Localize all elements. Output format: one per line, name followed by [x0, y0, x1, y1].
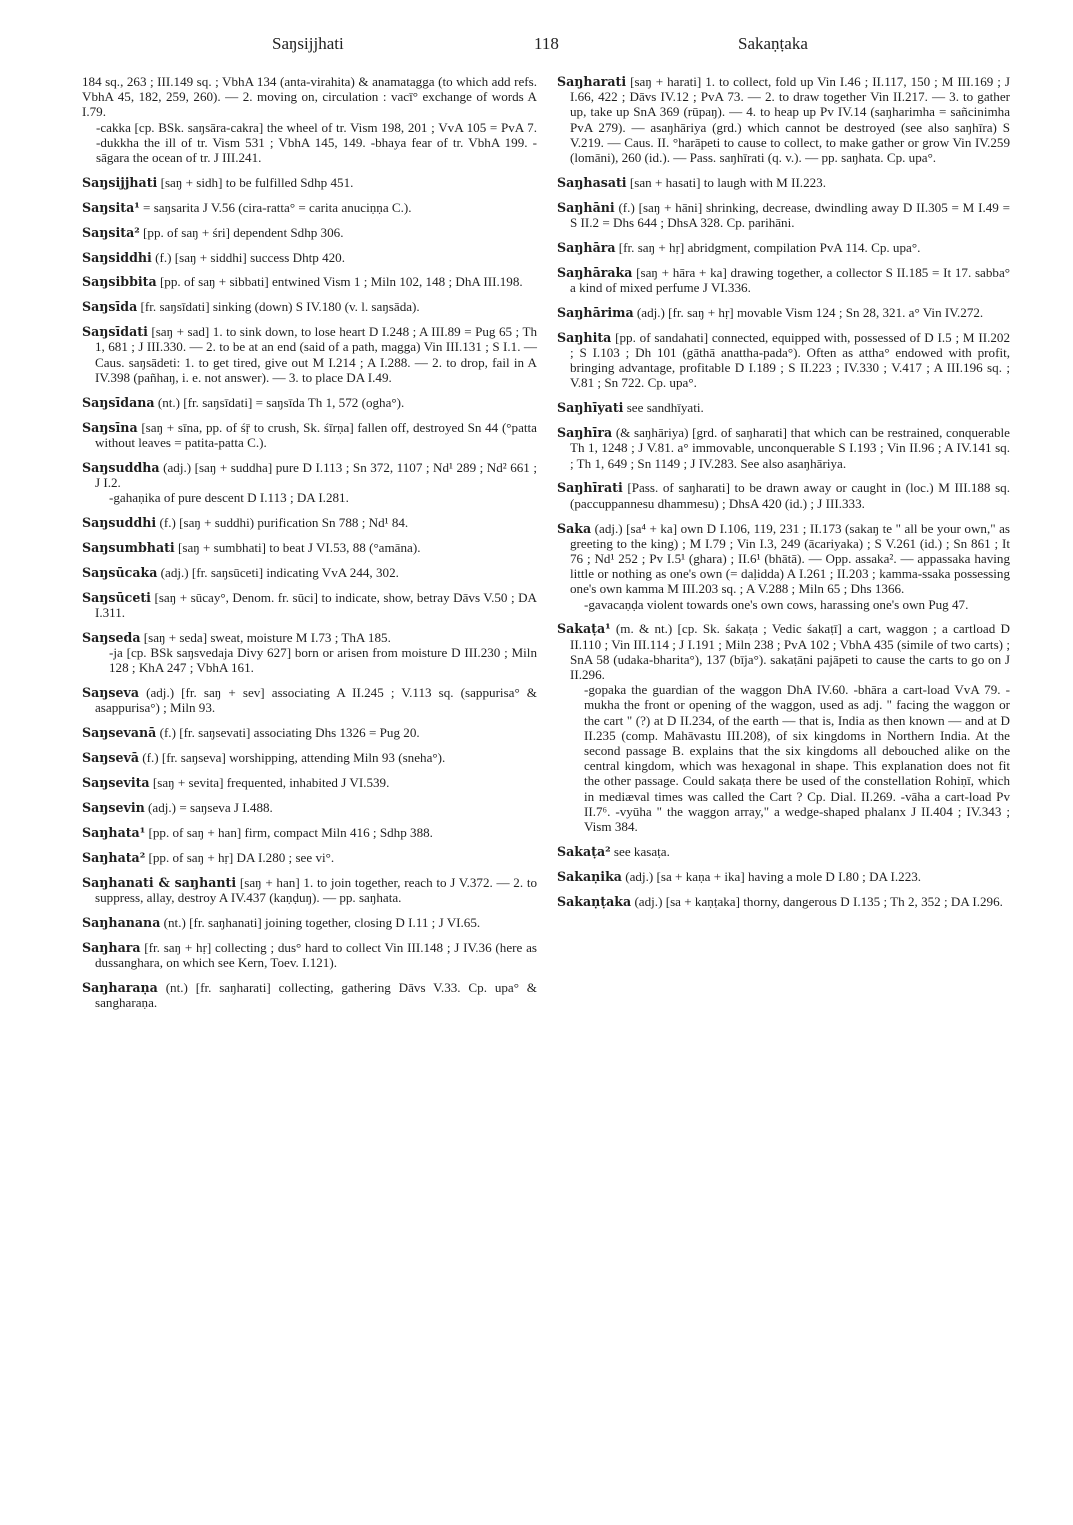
entry-definition: (f.) [saŋ + suddhi) purification Sn 788 ; Nd¹ 84. [156, 515, 409, 531]
entry-headword: Saŋhārima [557, 304, 634, 320]
entry-headword: Saŋharaṇa [82, 979, 158, 995]
entry-definition: [pp. of saŋ + sibbati] entwined Vism 1 ; Miln 102, 148 ; DhA III.198. [156, 274, 523, 290]
entry-definition: [saŋ + sīna, pp. of śṝ to crush, Sk. śīrṇa] fallen off, destroyed Sn 44 (°patta without leaves = patita-patta C.). [95, 419, 537, 450]
dictionary-entry [82, 324, 537, 385]
dictionary-entry [82, 980, 537, 1010]
entry-headword: Saka [557, 520, 592, 536]
dictionary-entry [82, 685, 537, 715]
entry-compound: -gopaka the guardian of the waggon DhA IV.60. -bhāra a cart-load VvA 79. -mukha the front or opening of the waggon, used as adj. " facing the waggon or the cart " (?) at D II.234, of the earth — that is, India as then known — and at D II.235 (comp. Mahāvastu III.208), of six kingdoms in Northern India. At the second passage B. explains that the six kingdoms all debouched alike on the central kingdom, which was hexagonal in shape. This explanation does not fit the other passage. Could sakaṭa there be used of the constellation Rohiṇī, which in mediæval times was called the Cart ? Cp. Dial. II.269. -vāha a cart-load Pv II.7⁶. -vyūha " the waggon array," a wedge-shaped phalanx J II.404 ; IV.343 ; Vism 384. [584, 682, 1010, 835]
entry-compound: -ja [cp. BSk saŋsvedaja Divy 627] born or arisen from moisture D III.230 ; Miln 128 ; KhA 247 ; VbhA 161. [109, 645, 537, 676]
dictionary-entry [82, 775, 537, 790]
entry-definition: (nt.) [fr. saŋhanati] joining together, closing D I.11 ; J VI.65. [160, 914, 481, 930]
entry-headword: Saŋhāni [557, 199, 615, 215]
entry-compound: -cakka [cp. BSk. saŋsāra-cakra] the wheel of tr. Vism 198, 201 ; VvA 105 = PvA 7. -dukkha the ill of tr. Vism 531 ; VbhA 145, 149. -bhaya fear of tr. VbhA 199. -sāgara the ocean of tr. J III.241. [96, 119, 537, 166]
entry-definition: (nt.) [fr. saŋsīdati] = saŋsīda Th 1, 572 (ogha°). [154, 394, 405, 410]
entry-compound: -gavacaṇḍa violent towards one's own cows, harassing one's own Pug 47. [584, 596, 969, 612]
entry-definition: [saŋ + sad] 1. to sink down, to lose heart D I.248 ; A III.89 = Pug 65 ; Th 1, 681 ; J III.330. — 2. to be at an end (said of a path, magga) Vin III.131 ; S I.1. — Caus. saŋsādeti: 1. to get tired, give out M I.214 ; A I.288. — 2. to drop, fail in A IV.398 (pañhaŋ, i. e. not answer). — 3. to place DA I.49. [95, 324, 537, 385]
entry-headword: Saŋsevin [82, 799, 145, 815]
entry-definition: (f.) [saŋ + siddhi] success Dhtp 420. [151, 249, 345, 265]
dictionary-entry [82, 875, 537, 905]
entry-definition: (& saŋhāriya) [grd. of saŋharati] that which can be restrained, conquerable Th 1, 1248 ; J V.81. a° immovable, unconquerable S I.193 ; Vin II.96 ; A IV.141 sq. ; Th 1, 649 ; Sn 1149 ; J IV.283. See also asaŋhāriya. [570, 425, 1010, 471]
header-last-word: Sakaṇṭaka [738, 34, 808, 53]
dictionary-entry [82, 299, 537, 314]
dictionary-entry [557, 480, 1010, 510]
dictionary-entry [82, 590, 537, 620]
entry-headword: Saŋsīna [82, 419, 138, 435]
dictionary-entry [82, 515, 537, 530]
dictionary-entry [82, 250, 537, 265]
entry-definition: [fr. saŋ + hṛ] collecting ; dus° hard to collect Vin III.148 ; J IV.36 (here as dussanghara, on which see Kern, Toev. I.121). [95, 939, 537, 970]
entry-headword: Saŋsita¹ [82, 199, 140, 215]
entry-headword: Saŋsita² [82, 224, 140, 240]
entry-headword: Saŋsīdati [82, 324, 148, 340]
entry-headword: Saŋsijjhati [82, 174, 158, 190]
entry-definition: (f.) [fr. saŋseva] worshipping, attending Miln 93 (sneha°). [139, 750, 446, 766]
entry-headword: Saŋsevita [82, 774, 150, 790]
entry-definition: (nt.) [fr. saŋharati] collecting, gathering Dāvs V.33. Cp. upa° & sangharaṇa. [95, 979, 537, 1010]
entry-headword: Saŋharati [557, 74, 627, 89]
dictionary-entry [82, 565, 537, 580]
entry-definition: 184 sq., 263 ; III.149 sq. ; VbhA 134 (anta-virahita) & anamatagga (to which add refs. VbhA 45, 182, 259, 260). — 2. moving on, circulation : vacī° exchange of words A I.79. [82, 74, 537, 120]
entry-definition: (f.) [saŋ + hāni] shrinking, decrease, dwindling away D II.305 = M I.49 = S II.2 = Dhs 644 ; DhsA 328. Cp. parihāni. [570, 199, 1010, 230]
entry-headword: Saŋsevā [82, 750, 139, 766]
dictionary-entry [82, 420, 537, 450]
entry-headword: Sakaṭa¹ [557, 621, 611, 637]
entry-definition: (adj.) [sa + kaṇṭaka] thorny, dangerous D I.135 ; Th 2, 352 ; DA I.296. [631, 893, 1003, 909]
entry-headword: Saŋsibbita [82, 274, 157, 290]
entry-headword: Saŋsūcaka [82, 564, 158, 580]
right-column [557, 74, 1010, 919]
entry-definition: [fr. saŋ + hṛ] abridgment, compilation PvA 114. Cp. upa°. [615, 239, 921, 255]
entry-definition: [san + hasati] to laugh with M II.223. [626, 174, 826, 190]
dictionary-entry [557, 200, 1010, 230]
entry-definition: [saŋ + sumbhati] to beat J VI.53, 88 (°amāna). [174, 539, 421, 555]
dictionary-entry [82, 225, 537, 240]
dictionary-entry [557, 265, 1010, 295]
entry-headword: Saŋhata¹ [82, 824, 146, 840]
entry-headword: Saŋsuddhi [82, 515, 157, 531]
entry-definition: (m. & nt.) [cp. Sk. śakaṭa ; Vedic śakaṭī] a cart, waggon ; a cartload D II.110 ; Vin III.114 ; J I.191 ; Miln 238 ; PvA 102 ; VbhA 435 (simile of two carts) ; SnA 58 (udaka-bharita°), 137 (bīja°). sakaṭāni pajāpeti to cause the carts to go on J II.296. [570, 621, 1010, 683]
entry-headword: Saŋhara [82, 939, 141, 955]
entry-definition: (adj.) [sa + kaṇa + ika] having a mole D I.80 ; DA I.223. [621, 868, 922, 884]
entry-headword: Saŋhīra [557, 425, 613, 441]
dictionary-entry [82, 825, 537, 840]
entry-headword: Saŋhita [557, 329, 612, 345]
dictionary-entry [557, 330, 1010, 391]
left-column [82, 74, 537, 1020]
dictionary-entry [82, 200, 537, 215]
entry-definition: [Pass. of saŋharati] to be drawn away or caught in (loc.) M III.188 sq. (paccuppannesu dhammesu) ; DhsA 420 (id.) ; J III.333. [570, 480, 1010, 511]
dictionary-entry [557, 869, 1010, 884]
dictionary-entry [557, 74, 1010, 165]
dictionary-entry [557, 425, 1010, 471]
dictionary-entry [557, 400, 1010, 415]
entry-definition: [fr. saŋsīdati] sinking (down) S IV.180 (v. l. saŋsāda). [137, 299, 420, 315]
entry-headword: Saŋhāra [557, 239, 616, 255]
entry-headword: Saŋsīdana [82, 394, 155, 410]
entry-definition: (adj.) = saŋseva J I.488. [144, 799, 273, 815]
entry-definition: [saŋ + hāra + ka] drawing together, a collector S II.185 = It 17. sabba° a kind of mixed perfume J VI.336. [570, 264, 1010, 295]
entry-definition: [saŋ + sevita] frequented, inhabited J VI.539. [149, 774, 390, 790]
dictionary-entry [557, 175, 1010, 190]
entry-headword: Saŋhīyati [557, 400, 624, 416]
entry-definition: (adj.) [fr. saŋ + sev] associating A II.245 ; V.113 sq. (sappurisa° & asappurisa°) ; Miln 93. [95, 685, 537, 716]
dictionary-entry [82, 274, 537, 289]
entry-definition: see sandhīyati. [623, 400, 704, 416]
entry-definition: [saŋ + han] 1. to join together, reach to J V.372. — 2. to suppress, allay, destroy A IV.437 (kaṇḍuŋ). — pp. saŋhata. [95, 874, 538, 905]
dictionary-entry [557, 894, 1010, 909]
entry-definition: [saŋ + sūcay°, Denom. fr. sūci] to indicate, show, betray Dāvs V.50 ; DA I.311. [95, 589, 537, 620]
entry-headword: Saŋhasati [557, 174, 627, 190]
entry-headword: Saŋhanana [82, 914, 161, 930]
entry-definition: [saŋ + sidh] to be fulfilled Sdhp 451. [157, 174, 354, 190]
dictionary-entry [557, 305, 1010, 320]
entry-definition: (adj.) [saŋ + suddha] pure D I.113 ; Sn 372, 1107 ; Nd¹ 289 ; Nd² 661 ; J I.2. [95, 459, 537, 490]
dictionary-entry [82, 725, 537, 740]
entry-definition: (adj.) [sa⁴ + ka] own D I.106, 119, 231 ; II.173 (sakaŋ te " all be your own," as greeting to the king) ; M I.79 ; Vin I.3, 249 (ācariyaka) ; S V.261 (id.) ; Sn 861 ; It 76 ; Nd¹ 252 ; Pv I.5¹ (ghara) ; II.6¹ (bhātā). — Opp. assaka². — appassaka having little or nothing as one's own (= daḷidda) A I.261 ; II.203 ; kamma-ssaka possessing one's own kamma M III.203 sq. ; A V.288 ; Miln 65 ; Dhs 1366. [570, 520, 1010, 597]
dictionary-entry [557, 621, 1010, 834]
entry-definition: (f.) [fr. saŋsevati] associating Dhs 1326 = Pug 20. [156, 725, 420, 741]
dictionary-entry [82, 750, 537, 765]
entry-headword: Saŋhīrati [557, 480, 623, 496]
dictionary-entry [82, 800, 537, 815]
entry-definition: (adj.) [fr. saŋsūceti] indicating VvA 244, 302. [157, 564, 399, 580]
dictionary-entry [557, 844, 1010, 859]
entry-definition: see kasaṭa. [610, 843, 670, 859]
dictionary-entry [82, 460, 537, 506]
dictionary-entry [82, 850, 537, 865]
entry-headword: Saŋsiddhi [82, 249, 152, 265]
dictionary-entry [82, 540, 537, 555]
entry-headword: Sakaṭa² [557, 843, 611, 859]
dictionary-entry [82, 915, 537, 930]
entry-definition: [pp. of sandahati] connected, equipped with, possessed of D I.5 ; M II.202 ; S I.103 ; Dh 101 (gāthā anattha-pada°). Often as attha° endowed with profit, bringing advantage, profitable D I.189 ; S II.223 ; IV.330 ; V.417 ; A III.196 sq. ; V.81 ; Sn 722. Cp. upa°. [570, 329, 1010, 391]
entry-definition: [pp. of saŋ + han] firm, compact Miln 416 ; Sdhp 388. [145, 824, 433, 840]
dictionary-entry [82, 74, 537, 165]
entry-definition: [pp. of saŋ + hṛ] DA I.280 ; see vi°. [145, 849, 335, 865]
dictionary-entry [557, 240, 1010, 255]
dictionary-entry [82, 395, 537, 410]
dictionary-entry [82, 940, 537, 970]
entry-headword: Saŋsuddha [82, 459, 160, 475]
running-header [82, 34, 993, 58]
entry-compound: -gahaṇika of pure descent D I.113 ; DA I.281. [109, 490, 349, 506]
entry-headword: Saŋhata² [82, 849, 146, 865]
entry-headword: Saŋsumbhati [82, 539, 175, 555]
entry-headword: Saŋsīda [82, 299, 138, 315]
entry-definition: [pp. of saŋ + śri] dependent Sdhp 306. [139, 224, 344, 240]
entry-headword: Saŋseva [82, 685, 139, 701]
dictionary-entry [557, 521, 1010, 612]
entry-headword: Saŋsevanā [82, 725, 157, 741]
header-first-word: Saŋsijjhati [272, 34, 344, 53]
entry-headword: Saŋhanati & saŋhanti [82, 874, 237, 890]
page-number: 118 [534, 34, 559, 53]
dictionary-entry [82, 175, 537, 190]
entry-definition: = saŋsarita J V.56 (cira-ratta° = carita anuciṇṇa C.). [139, 199, 412, 215]
entry-definition: [saŋ + harati] 1. to collect, fold up Vin I.46 ; II.117, 150 ; M III.169 ; J I.66, 422 ; Dāvs IV.12 ; PvA 73. — 2. to draw together Vin II.217. — 3. to gather up, take up SnA 369 (rūpaŋ). — 4. to heap up Pv IV.14 (saŋharimha = sañcinimha PvA 279). — asaŋhāriya (grd.) which cannot be destroyed (see also saŋhīra) S V.219. — Caus. II. °harāpeti to cause to collect, to make gather or grow Vin IV.259 (lomāni), 260 (id.). — Pass. saŋhīrati (q. v.). — pp. saŋhata. Cp. upa°. [570, 74, 1010, 166]
entry-headword: Saŋhāraka [557, 264, 633, 280]
entry-headword: Saŋseda [82, 629, 141, 645]
entry-headword: Sakaṇṭaka [557, 893, 632, 909]
entry-definition: (adj.) [fr. saŋ + hṛ] movable Vism 124 ; Sn 28, 321. a° Vin IV.272. [633, 304, 984, 320]
entry-headword: Saŋsūceti [82, 589, 151, 605]
dictionary-entry [82, 630, 537, 676]
entry-definition: [saŋ + seda] sweat, moisture M I.73 ; ThA 185. [140, 629, 391, 645]
entry-headword: Sakaṇika [557, 868, 622, 884]
